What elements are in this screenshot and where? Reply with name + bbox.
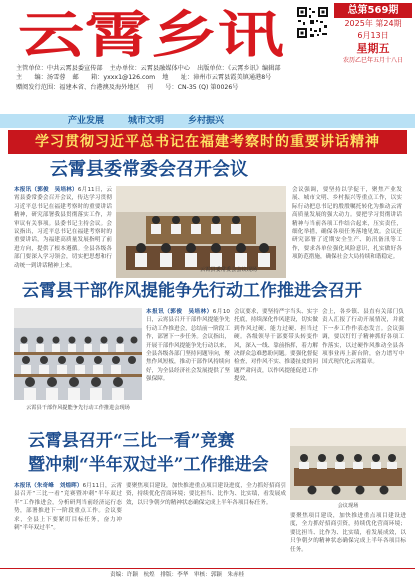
article2-text-left: 本报讯（郭俊 吴培林）6月10日，云霄县召开干部作风提能争先行动工作推进会，总结前一阶段工作，部署下一步任务。会议指出，开展干部作风提能争先行动以来，全县各级各部门坚持问题导向，聚焦作风短板，推动干部作风持续向好，为全县经济社会发展提供了坚强保障。 <box>146 309 230 383</box>
article1-photo <box>116 186 286 278</box>
article1-caption: 云霄县委常委会会议现场 <box>200 267 258 273</box>
newspaper-logo <box>16 6 288 58</box>
page-footer <box>0 568 415 580</box>
article2-caption: 云霄县干部作风提能争先行动工作推进会现场 <box>26 405 130 411</box>
article1-headline: 云霄县委常委会召开会议 <box>50 159 248 180</box>
article3-caption: 会议现场 <box>337 503 359 509</box>
theme-banner: 学习贯彻习近平总书记在福建考察时的重要讲话精神 <box>8 130 407 154</box>
article3-text-side: 要聚焦项目建设，加快推进重点项目建设进度，全力抓好招商引资，持续优化营商环境；要比担当、比作为、比实绩，看发展成效，以只争朝夕的精神状态确保完成上半年各项目标任务。 <box>290 513 406 553</box>
article2-headline: 云霄县干部作风提能争先行动工作推进会召开 <box>22 281 362 301</box>
publication-meta <box>16 64 336 104</box>
article3-headline-line1: 云霄县召开“三比一看”竞赛 <box>28 431 235 451</box>
section-bar <box>0 114 415 128</box>
section-industry: 产业发展 <box>68 116 105 126</box>
qr-code-icon <box>296 6 329 39</box>
meta-row: 赠阅发行范围：福建本省、台港澳及海外地区 刊 号：CN-35 (Q) 第0026号 <box>16 83 239 91</box>
issue-date: 6月13日 <box>357 31 389 40</box>
article1-text-right: 会议强调，要坚持以学促干，聚焦产业发展、城市文明、乡村振兴等重点工作，以实际行动把总书记的殷殷嘱托转化为推动云霄高质量发展的强大动力。要把学习贯彻讲话精神与当前各项工作结合起来，压实责任，细化举措，确保各项任务落地见效。会议还研究部署了近期安全生产、防汛备汛等工作，要求各单位强化风险意识，扎实做好各项防范措施，确保社会大局持续和谐稳定。 <box>292 187 402 261</box>
footer-editors: 责编：许颖 杭煌 排版：李华 审核：郭颖 朱赤桂 <box>110 572 245 578</box>
article3-headline-line2: 暨冲刺“半年双过半”工作推进会 <box>28 455 269 475</box>
issue-info <box>334 3 412 75</box>
article2-text-mid: 会议要求，要坚持严字当头、实字托底，持续深化作风建设，切实做到作风过硬、能力过硬、担当过硬。各级领导干部要带头转变作风，深入一线、靠前指挥，着力解决群众急难愁盼问题。要强化督促检查，对作风不实、推诿扯皮的问题严肃问责，以作风提能促进工作提效。 <box>234 309 318 383</box>
article3-text-left: 本报讯（朱奇峰 刘煌晖）6月11日，云霄县召开“三比一看”竞赛暨冲刺“半年双过半”工作推进会，分析研判当前经济运行态势，部署推进下一阶段重点工作。会议要求，全县上下要紧盯目标任务，奋力冲刺“半年双过半”。 <box>14 483 122 532</box>
masthead <box>0 0 415 62</box>
article3-text-right: 要聚焦项目建设，加快推进重点项目建设进度，全力抓好招商引资，持续优化营商环境；要比担当、比作为、比实绩，看发展成效，以只争朝夕的精神状态确保完成上半年各项目标任务。 <box>126 483 286 506</box>
issue-year: 2025年 第24期 <box>344 19 402 28</box>
svg-text:云霄乡讯: 云霄乡讯 <box>18 6 284 58</box>
issue-total: 总第569期 <box>334 3 412 18</box>
article2-text-right: 会上，各乡镇、县直有关部门负责人汇报了行动开展情况，并就下一步工作作表态发言。会议强调，要以钉钉子精神抓好各项工作落实，以过硬作风推动全县各项事业再上新台阶，奋力谱写中国式现代化云霄篇章。 <box>322 309 404 366</box>
meta-row: 主管单位：中共云霄县委宣传部 主办单位：云霄县融媒体中心 出版单位：《云霄乡讯》编辑部 <box>16 65 281 72</box>
article1-text-left: 本报讯（郭俊 吴培林）6月11日，云霄县委常委会召开会议，传达学习贯彻习近平总书记在福建考察时的重要讲话精神，研究部署我县贯彻落实工作，并审议有关事项。县委书记主持会议。会议指出，习近平总书记在福建考察时的重要讲话，为福建高质量发展指明了前进方向，提供了根本遵循。全县各级各部门要深入学习领会，切实把思想和行动统一到讲话精神上来。 <box>14 187 112 269</box>
meta-row: 主 编：汤雪蓉 邮 箱：yxxx1@126.com 地 址：漳州市云霄县霞美镇通港8号 <box>16 74 272 82</box>
logo-calligraphy-icon <box>16 6 288 58</box>
article2-photo <box>14 308 142 400</box>
issue-weekday: 星期五 <box>356 42 390 55</box>
issue-lunar-date: 农历乙巳年五月十八日 <box>342 57 403 64</box>
section-civilization: 城市文明 <box>128 116 165 126</box>
article3-photo <box>290 428 406 500</box>
section-rural: 乡村振兴 <box>188 116 225 126</box>
